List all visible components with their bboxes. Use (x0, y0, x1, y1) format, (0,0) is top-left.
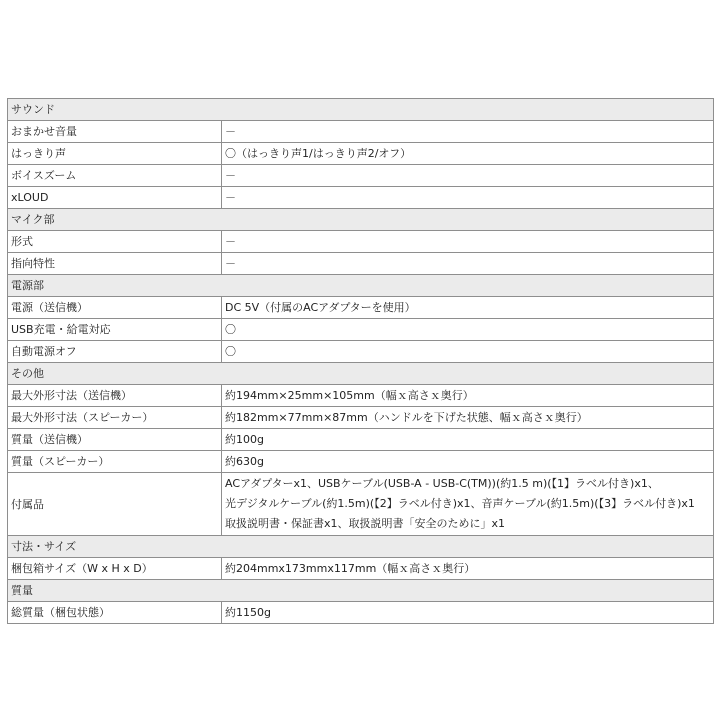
spec-label: 指向特性 (8, 253, 222, 275)
spec-label: 電源（送信機） (8, 297, 222, 319)
spec-row (8, 297, 714, 319)
section-title: その他 (8, 363, 714, 385)
spec-label: 最大外形寸法（スピーカー） (8, 407, 222, 429)
spec-row (8, 121, 714, 143)
spec-table-body (8, 99, 714, 624)
spec-value-line: 取扱説明書・保証書x1、取扱説明書「安全のために」x1 (225, 517, 506, 530)
section-title: 電源部 (8, 275, 714, 297)
spec-value: 約1150g (222, 602, 714, 624)
spec-label: 梱包箱サイズ（W x H x D） (8, 558, 222, 580)
section-header-row (8, 99, 714, 121)
spec-row (8, 165, 714, 187)
spec-row (8, 407, 714, 429)
spec-value: － (222, 253, 714, 275)
spec-value (222, 473, 714, 536)
section-header-row (8, 275, 714, 297)
spec-label: おまかせ音量 (8, 121, 222, 143)
section-title: 質量 (8, 580, 714, 602)
spec-value: 〇 (222, 341, 714, 363)
spec-value: DC 5V（付属のACアダプターを使用） (222, 297, 714, 319)
spec-value: － (222, 231, 714, 253)
spec-value: 約204mmx173mmx117mm（幅ｘ高さｘ奥行） (222, 558, 714, 580)
section-header-row (8, 209, 714, 231)
spec-row (8, 143, 714, 165)
spec-row (8, 473, 714, 536)
spec-row (8, 558, 714, 580)
spec-label: USB充電・給電対応 (8, 319, 222, 341)
spec-label: 最大外形寸法（送信機） (8, 385, 222, 407)
spec-label: 形式 (8, 231, 222, 253)
spec-value: － (222, 121, 714, 143)
spec-value: 〇（はっきり声1/はっきり声2/オフ） (222, 143, 714, 165)
spec-row (8, 341, 714, 363)
spec-label: 質量（送信機） (8, 429, 222, 451)
spec-label: xLOUD (8, 187, 222, 209)
spec-label: 付属品 (8, 473, 222, 536)
spec-value-line: ACアダプターx1、USBケーブル(USB-A - USB-C(TM))(約1.5 m)(【1】ラベル付き)x1、 (225, 477, 659, 490)
section-title: 寸法・サイズ (8, 536, 714, 558)
section-header-row (8, 363, 714, 385)
spec-row (8, 187, 714, 209)
section-title: マイク部 (8, 209, 714, 231)
spec-table (7, 98, 714, 624)
spec-value-line: 光デジタルケーブル(約1.5m)(【2】ラベル付き)x1、音声ケーブル(約1.5m)(【3】ラベル付き)x1 (225, 497, 695, 510)
spec-value: 約100g (222, 429, 714, 451)
spec-row (8, 451, 714, 473)
spec-row (8, 429, 714, 451)
spec-label: 総質量（梱包状態） (8, 602, 222, 624)
spec-row (8, 319, 714, 341)
spec-value: － (222, 165, 714, 187)
spec-row (8, 253, 714, 275)
spec-label: ボイスズーム (8, 165, 222, 187)
spec-value: 約194mm×25mm×105mm（幅ｘ高さｘ奥行） (222, 385, 714, 407)
spec-value: 約182mm×77mm×87mm（ハンドルを下げた状態、幅ｘ高さｘ奥行） (222, 407, 714, 429)
section-header-row (8, 580, 714, 602)
spec-value: － (222, 187, 714, 209)
spec-label: 自動電源オフ (8, 341, 222, 363)
spec-label: 質量（スピーカー） (8, 451, 222, 473)
spec-row (8, 602, 714, 624)
spec-row (8, 385, 714, 407)
section-title: サウンド (8, 99, 714, 121)
spec-value: 〇 (222, 319, 714, 341)
spec-row (8, 231, 714, 253)
spec-label: はっきり声 (8, 143, 222, 165)
spec-value: 約630g (222, 451, 714, 473)
section-header-row (8, 536, 714, 558)
